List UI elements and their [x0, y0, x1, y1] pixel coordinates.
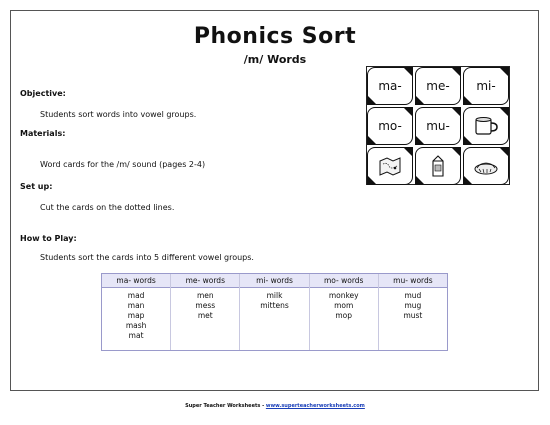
footer	[0, 403, 550, 409]
card-milk	[415, 147, 461, 185]
word-cell: mittens	[260, 301, 289, 310]
mug-icon	[473, 115, 499, 137]
card-me: me-	[415, 67, 461, 105]
word-cell: mud	[404, 291, 422, 300]
word-cell: mash	[125, 321, 147, 330]
card-mug	[463, 107, 509, 145]
objective-text: Students sort words into vowel groups.	[40, 110, 197, 119]
word-card-preview	[366, 66, 510, 185]
milk-icon	[425, 154, 451, 178]
word-cell: mess	[195, 301, 216, 310]
word-cell: must	[403, 311, 423, 320]
column-header: mu- words	[379, 274, 447, 288]
objective-label: Objective:	[20, 89, 66, 98]
word-cell: men	[196, 291, 214, 300]
setup-label: Set up:	[20, 182, 53, 191]
card-mo: mo-	[367, 107, 413, 145]
table-column	[379, 274, 447, 350]
setup-text: Cut the cards on the dotted lines.	[40, 203, 175, 212]
page-subtitle: /m/ Words	[243, 53, 307, 66]
footer-link[interactable]: www.superteacherworksheets.com	[265, 403, 365, 409]
card-mop	[463, 147, 509, 185]
word-cell: milk	[266, 291, 283, 300]
how-to-play-text: Students sort the cards into 5 different vowel groups.	[40, 253, 254, 262]
word-cell: monkey	[328, 291, 359, 300]
table-column	[102, 274, 171, 350]
card-mi: mi-	[463, 67, 509, 105]
materials-text: Word cards for the /m/ sound (pages 2-4)	[40, 160, 206, 169]
column-header: me- words	[171, 274, 239, 288]
column-header: ma- words	[102, 274, 170, 288]
table-column	[171, 274, 240, 350]
word-cell: man	[127, 301, 145, 310]
column-header: mi- words	[240, 274, 308, 288]
page-title: Phonics Sort	[193, 24, 357, 49]
word-cell: mop	[335, 311, 353, 320]
word-cell: met	[197, 311, 213, 320]
word-cell: mat	[128, 331, 144, 340]
column-header: mo- words	[310, 274, 378, 288]
word-cell: mug	[404, 301, 422, 310]
map-icon	[377, 155, 403, 177]
card-ma: ma-	[367, 67, 413, 105]
card-mu: mu-	[415, 107, 461, 145]
vowel-groups-table	[101, 273, 448, 351]
table-column	[240, 274, 309, 350]
word-cell: mad	[127, 291, 145, 300]
mop-icon	[472, 155, 500, 177]
footer-text: Super Teacher Worksheets -	[185, 403, 266, 409]
word-cell: map	[127, 311, 145, 320]
card-map	[367, 147, 413, 185]
word-cell: mom	[334, 301, 354, 310]
how-to-play-label: How to Play:	[20, 234, 77, 243]
table-column	[310, 274, 379, 350]
materials-label: Materials:	[20, 129, 66, 138]
